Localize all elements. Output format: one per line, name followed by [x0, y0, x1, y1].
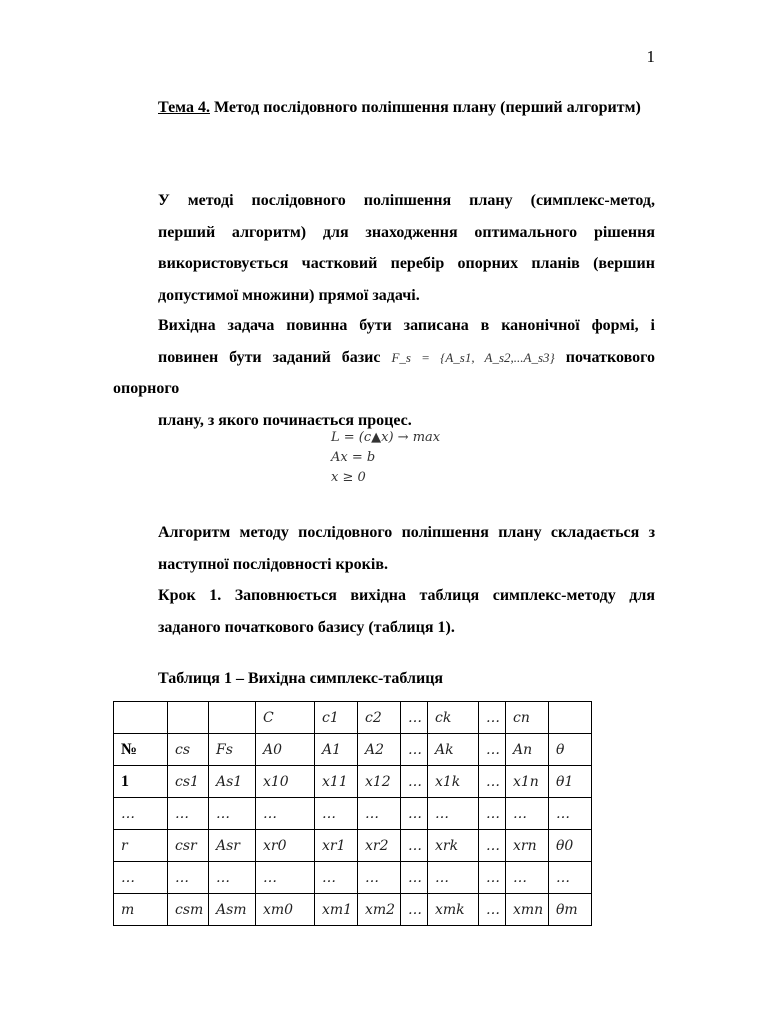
table-row — [114, 830, 592, 862]
paragraph-step1 — [113, 580, 655, 643]
table-cell: … — [209, 798, 256, 830]
table-cell: № — [114, 734, 168, 766]
table-row — [114, 894, 592, 926]
table-cell: xm1 — [315, 894, 358, 926]
table-cell: … — [256, 798, 315, 830]
table-cell: … — [401, 702, 428, 734]
table-cell: … — [114, 862, 168, 894]
table-cell: … — [114, 798, 168, 830]
table-cell: xr2 — [358, 830, 401, 862]
table-cell: … — [168, 798, 209, 830]
table-cell: xm0 — [256, 894, 315, 926]
table-cell: … — [506, 862, 549, 894]
table-cell: 1 — [114, 766, 168, 798]
table-cell: xrk — [428, 830, 479, 862]
formula-objective: L = (c▲x) → max — [331, 430, 441, 445]
table-cell: … — [401, 894, 428, 926]
table-cell: c2 — [358, 702, 401, 734]
table-cell: xmk — [428, 894, 479, 926]
table-cell: … — [479, 702, 506, 734]
table-cell: … — [315, 862, 358, 894]
topic-title — [113, 92, 655, 124]
table-cell: θ0 — [549, 830, 592, 862]
table-cell: … — [549, 798, 592, 830]
table-cell: c1 — [315, 702, 358, 734]
table-cell: Asm — [209, 894, 256, 926]
table-cell: x1n — [506, 766, 549, 798]
text-line: допустимої множини) прямої задачі. — [158, 286, 420, 304]
table-cell: … — [401, 862, 428, 894]
table-cell: xm2 — [358, 894, 401, 926]
paragraph-basis — [113, 310, 655, 436]
table-cell: r — [114, 830, 168, 862]
table-row — [114, 798, 592, 830]
table-cell: … — [168, 862, 209, 894]
table-cell: … — [479, 766, 506, 798]
table-cell — [209, 702, 256, 734]
table-cell: cs1 — [168, 766, 209, 798]
table-cell: … — [401, 798, 428, 830]
text-line: використовується частковий перебір опорних планів (вершин — [158, 255, 655, 272]
text-line: Вихідна задача повинна бути записана в канонічної формі, і — [158, 317, 655, 334]
table-cell: Fs — [209, 734, 256, 766]
page-number: 1 — [646, 47, 655, 66]
table-cell: x10 — [256, 766, 315, 798]
table-caption: Таблиця 1 – Вихідна симплекс-таблиця — [158, 670, 444, 687]
table-cell — [168, 702, 209, 734]
simplex-table — [113, 701, 592, 926]
formula-nonnegativity: x ≥ 0 — [331, 470, 366, 485]
text-fragment: початкового опорного — [113, 348, 656, 397]
table-cell: … — [401, 734, 428, 766]
table-cell: x11 — [315, 766, 358, 798]
table-cell: A1 — [315, 734, 358, 766]
table-cell: xrn — [506, 830, 549, 862]
table-cell: A0 — [256, 734, 315, 766]
table-cell: … — [479, 830, 506, 862]
table-cell: Asr — [209, 830, 256, 862]
table-cell: … — [506, 798, 549, 830]
table-cell: ck — [428, 702, 479, 734]
table-cell: cs — [168, 734, 209, 766]
table-cell: … — [428, 862, 479, 894]
table-cell: θ1 — [549, 766, 592, 798]
text-line: плану, з якого починається процес. — [158, 411, 412, 429]
basis-formula: F_s = {A_s1, A_s2,...A_s3} — [391, 349, 555, 365]
table-cell: A2 — [358, 734, 401, 766]
paragraph-algorithm — [113, 517, 655, 580]
table-cell: θm — [549, 894, 592, 926]
text-line: Алгоритм методу послідовного поліпшення плану складається з — [158, 524, 655, 541]
table-cell: … — [479, 894, 506, 926]
table-cell: Ak — [428, 734, 479, 766]
table-cell — [549, 702, 592, 734]
table-cell: … — [315, 798, 358, 830]
table-cell: … — [479, 798, 506, 830]
table-cell: … — [549, 862, 592, 894]
table-cell: … — [256, 862, 315, 894]
formula-constraint: Ax = b — [331, 450, 376, 465]
table-cell: … — [479, 862, 506, 894]
table-cell: θ — [549, 734, 592, 766]
table-cell: csr — [168, 830, 209, 862]
table-cell: xr0 — [256, 830, 315, 862]
table-cell: x12 — [358, 766, 401, 798]
text-line: заданого початкового базису (таблиця 1). — [158, 618, 455, 636]
table-cell: xmn — [506, 894, 549, 926]
topic-text: Метод послідовного поліпшення плану (перший алгоритм) — [209, 99, 641, 116]
table-row — [114, 766, 592, 798]
table-row — [114, 862, 592, 894]
table-cell: … — [401, 766, 428, 798]
table-cell: cn — [506, 702, 549, 734]
text-line: Крок 1. Заповнюється вихідна таблиця симплекс-методу для — [158, 587, 655, 604]
table-cell: … — [401, 830, 428, 862]
table-row — [114, 702, 592, 734]
topic-label: Тема 4. — [158, 99, 210, 116]
table-cell: m — [114, 894, 168, 926]
paragraph-intro — [113, 185, 655, 311]
table-cell: … — [479, 734, 506, 766]
table-cell: An — [506, 734, 549, 766]
text-line: перший алгоритм) для знаходження оптимального рішення — [158, 223, 655, 241]
table-cell: x1k — [428, 766, 479, 798]
text-fragment: повинен бути заданий базис — [158, 348, 392, 366]
table-cell: … — [209, 862, 256, 894]
text-line: наступної послідовності кроків. — [158, 555, 388, 573]
canonical-form-formula — [331, 428, 440, 488]
text-line — [113, 342, 655, 405]
table-cell: … — [358, 798, 401, 830]
table-row — [114, 734, 592, 766]
table-cell — [114, 702, 168, 734]
table-cell: … — [428, 798, 479, 830]
table-cell: … — [358, 862, 401, 894]
table-cell: C — [256, 702, 315, 734]
text-line: У методі послідовного поліпшення плану (симплекс-метод, — [158, 192, 655, 209]
table-cell: csm — [168, 894, 209, 926]
table-cell: xr1 — [315, 830, 358, 862]
table-cell: As1 — [209, 766, 256, 798]
